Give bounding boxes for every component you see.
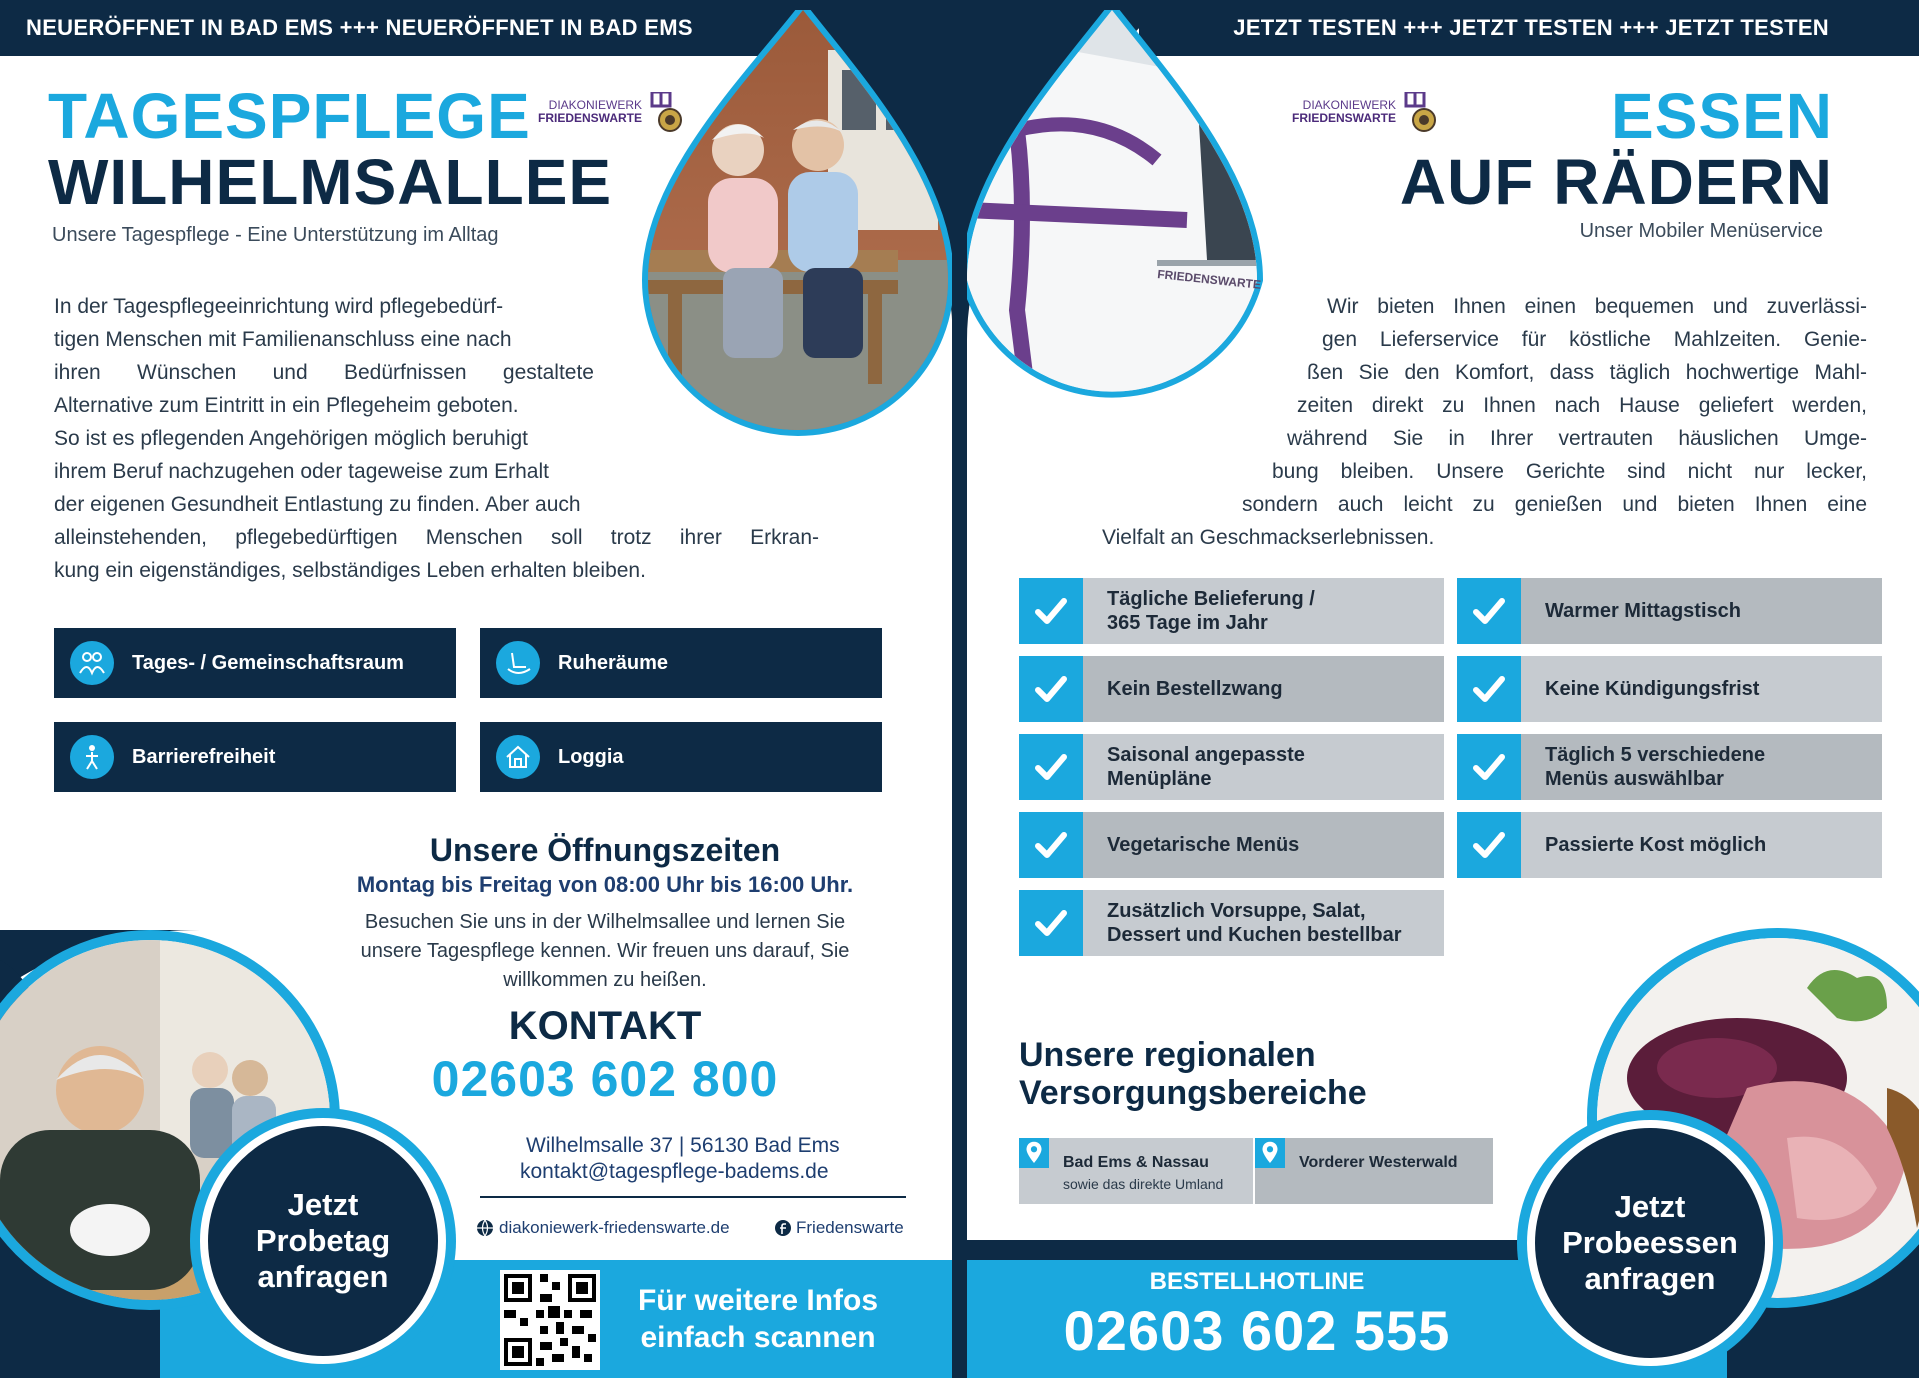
feature-accessibility — [54, 722, 456, 792]
intro-line: sondern auch leicht zu genießen und bieten Ihnen eine — [1242, 493, 1867, 516]
facebook-icon — [774, 1219, 792, 1237]
checklist-label-line: Zusätzlich Vorsuppe, Salat, — [1107, 900, 1366, 922]
region-westerwald — [1255, 1138, 1493, 1204]
qr-code[interactable] — [500, 1270, 600, 1370]
map-pin-icon — [1255, 1138, 1285, 1168]
checklist-label — [1545, 599, 1741, 623]
checklist-label — [1545, 677, 1759, 701]
intro-line: kung ein eigenständiges, selbständiges Leben erhalten bleiben. — [54, 559, 646, 582]
intro-line: ihrem Beruf nachzugehen oder tageweise zum Erhalt — [54, 460, 549, 483]
checklist-item — [1019, 890, 1444, 956]
opening-hours-heading — [320, 832, 890, 869]
page-gutter — [952, 0, 967, 1378]
contact-email[interactable]: kontakt@tagespflege-badems.de — [520, 1160, 829, 1183]
intro-line: gen Lieferservice für köstliche Mahlzeiten. Genie- — [1322, 328, 1867, 351]
checklist-label-line: Dessert und Kuchen bestellbar — [1107, 924, 1402, 946]
regions-heading-line: Unsere regionalen — [1019, 1036, 1316, 1074]
intro-line: Wir bieten Ihnen einen bequemen und zuverlässi- — [1327, 295, 1867, 318]
intro-line: der eigenen Gesundheit Entlastung zu finden. Aber auch — [54, 493, 581, 516]
checklist-label-line: Vegetarische Menüs — [1107, 834, 1300, 856]
regions-heading-line: Versorgungsbereiche — [1019, 1074, 1367, 1112]
globe-icon — [476, 1219, 494, 1237]
intro-line: während Sie in Ihrer vertrauten häuslichen Umge- — [1287, 427, 1867, 450]
contact-address: Wilhelmsalle 37 | 56130 Bad Ems — [526, 1134, 840, 1157]
feature-label: Barrierefreiheit — [132, 745, 276, 768]
region-sub: sowie das direkte Umland — [1063, 1176, 1224, 1192]
checklist-label — [1107, 833, 1299, 857]
checklist-label — [1107, 743, 1305, 791]
house-icon — [504, 743, 532, 771]
checkmark-icon — [1457, 734, 1521, 800]
page-subtitle: Unser Mobiler Menüservice — [1579, 220, 1823, 242]
page-title-line2: AUF RÄDERN — [1399, 146, 1833, 218]
feature-rest-rooms — [480, 628, 882, 698]
checkmark-icon — [1457, 656, 1521, 722]
checklist-item — [1019, 656, 1444, 722]
visit-text — [320, 908, 890, 995]
regions-heading — [1019, 1036, 1367, 1112]
intro-text — [1102, 290, 1867, 554]
hours-prefix: Unsere — [429, 832, 548, 868]
intro-line: zeiten direkt zu Ihnen nach Hause geliefert werden, — [1297, 394, 1867, 417]
checklist-item — [1457, 578, 1882, 644]
checklist-label — [1545, 743, 1765, 791]
checklist-label-line: Tägliche Belieferung / — [1107, 588, 1315, 610]
checklist-item — [1457, 734, 1882, 800]
checkmark-icon — [1457, 578, 1521, 644]
cta-line: anfragen — [1584, 1261, 1716, 1296]
map-pin-icon — [1019, 1138, 1049, 1168]
checklist-label-line: Kein Bestellzwang — [1107, 678, 1283, 700]
diakoniewerk-logo — [1292, 92, 1438, 132]
scan-line: einfach scannen — [640, 1321, 876, 1354]
checklist-label — [1107, 899, 1402, 947]
contact-phone[interactable]: 02603 602 800 — [431, 1051, 779, 1107]
checklist-item — [1019, 578, 1444, 644]
logo-line1: DIAKONIEWERK — [548, 97, 643, 112]
checkmark-icon — [1019, 812, 1083, 878]
hours-title: Öffnungszeiten — [547, 832, 781, 868]
contact-heading: KONTAKT — [508, 1004, 702, 1048]
van-lettering: FRIEDENSWARTE — [1156, 267, 1262, 292]
logo-seal-icon — [648, 92, 684, 132]
logo-line2: FRIEDENSWARTE — [538, 111, 643, 125]
checkmark-icon — [1457, 812, 1521, 878]
checklist-label — [1545, 833, 1766, 857]
top-banner: NEUERÖFFNET IN BAD EMS +++ NEUERÖFFNET IN BAD EMS — [0, 0, 816, 56]
top-banner: JETZT TESTEN +++ JETZT TESTEN +++ JETZT TESTEN — [1139, 0, 1919, 56]
checklist-label-line: Keine Kündigungsfrist — [1545, 678, 1760, 700]
hotline-label: BESTELLHOTLINE — [1149, 1268, 1365, 1295]
diakoniewerk-logo — [538, 92, 684, 132]
intro-text — [54, 290, 819, 587]
checkmark-icon — [1019, 890, 1083, 956]
visit-line: unsere Tagespflege kennen. Wir freuen uns darauf, Sie — [360, 940, 850, 962]
people-icon — [78, 649, 106, 677]
qr-code-icon — [500, 1270, 600, 1370]
checklist-item — [1457, 812, 1882, 878]
checklist-label-line: Warmer Mittagstisch — [1545, 600, 1741, 622]
logo-line2: FRIEDENSWARTE — [1292, 111, 1397, 125]
cta-line: Probeessen — [1562, 1225, 1738, 1260]
facebook-link[interactable] — [774, 1218, 904, 1238]
intro-line: tigen Menschen mit Familienanschluss eine nach — [54, 328, 512, 351]
website-link[interactable] — [476, 1218, 730, 1238]
checklist-label-line: Menüpläne — [1107, 768, 1212, 790]
checklist-item — [1019, 734, 1444, 800]
accessibility-icon — [78, 743, 106, 771]
website-text: diakoniewerk-friedenswarte.de — [499, 1218, 730, 1237]
intro-line: So ist es pflegenden Angehörigen möglich beruhigt — [54, 427, 528, 450]
intro-line: ihren Wünschen und Bedürfnissen gestaltete — [54, 361, 594, 384]
region-name: Bad Ems & Nassau — [1063, 1154, 1209, 1171]
cta-line: Jetzt — [1614, 1189, 1686, 1224]
cta-line: Jetzt — [287, 1187, 359, 1222]
checklist-label-line: Passierte Kost möglich — [1545, 834, 1767, 856]
intro-line: Vielfalt an Geschmackserlebnissen. — [1102, 526, 1435, 549]
page-title-line1: ESSEN — [1611, 80, 1833, 152]
region-bad-ems — [1019, 1138, 1253, 1204]
checklist-item — [1019, 812, 1444, 878]
contact-divider — [480, 1196, 906, 1198]
checklist-label-line: 365 Tage im Jahr — [1107, 612, 1268, 634]
trial-meal-cta-button[interactable] — [1527, 1120, 1773, 1366]
checklist-item — [1457, 656, 1882, 722]
intro-line: alleinstehenden, pflegebedürftigen Menschen soll trotz ihrer Erkran- — [54, 526, 819, 549]
opening-hours-text: Montag bis Freitag von 08:00 Uhr bis 16:00 Uhr. — [356, 872, 854, 897]
logo-line1: DIAKONIEWERK — [1302, 97, 1397, 112]
intro-line: ßen Sie den Komfort, dass täglich hochwertige Mahl- — [1307, 361, 1867, 384]
intro-line: bung bleiben. Unsere Gerichte sind nicht nur lecker, — [1272, 460, 1867, 483]
cta-line: Probetag — [255, 1223, 391, 1258]
feature-label: Tages- / Gemeinschaftsraum — [132, 651, 404, 674]
scan-text — [618, 1282, 898, 1356]
logo-seal-icon — [1402, 92, 1438, 132]
scan-line: Für weitere Infos — [637, 1284, 879, 1317]
feature-common-room — [54, 628, 456, 698]
checkmark-icon — [1019, 578, 1083, 644]
checklist-label-line: Menüs auswählbar — [1545, 768, 1724, 790]
hotline-phone[interactable]: 02603 602 555 — [1063, 1299, 1451, 1362]
feature-label: Loggia — [558, 745, 624, 768]
region-name: Vorderer Westerwald — [1299, 1154, 1458, 1171]
checkmark-icon — [1019, 656, 1083, 722]
right-flyer-page — [967, 0, 1919, 1378]
cta-line: anfragen — [257, 1259, 389, 1294]
page-title-line2: WILHELMSALLEE — [48, 146, 613, 218]
trial-day-cta-button[interactable] — [200, 1118, 446, 1364]
checklist-label-line: Saisonal angepasste — [1107, 744, 1305, 766]
page-title-line1: TAGESPFLEGE — [48, 80, 531, 152]
feature-label: Ruheräume — [558, 651, 669, 674]
intro-line: In der Tagespflegeeinrichtung wird pflegebedürf- — [54, 295, 504, 318]
intro-line: Alternative zum Eintritt in ein Pflegeheim geboten. — [54, 394, 519, 417]
feature-loggia — [480, 722, 882, 792]
checklist-label — [1107, 677, 1283, 701]
visit-line: Besuchen Sie uns in der Wilhelmsallee und lernen Sie — [364, 911, 846, 933]
checkmark-icon — [1019, 734, 1083, 800]
checklist-label-line: Täglich 5 verschiedene — [1545, 744, 1766, 766]
facebook-text: Friedenswarte — [796, 1218, 904, 1237]
checklist-label — [1107, 587, 1315, 635]
rocking-chair-icon — [504, 649, 532, 677]
left-flyer-page — [0, 0, 952, 1378]
visit-line: willkommen zu heißen. — [503, 969, 707, 991]
page-subtitle: Unsere Tagespflege - Eine Unterstützung im Alltag — [52, 224, 499, 246]
